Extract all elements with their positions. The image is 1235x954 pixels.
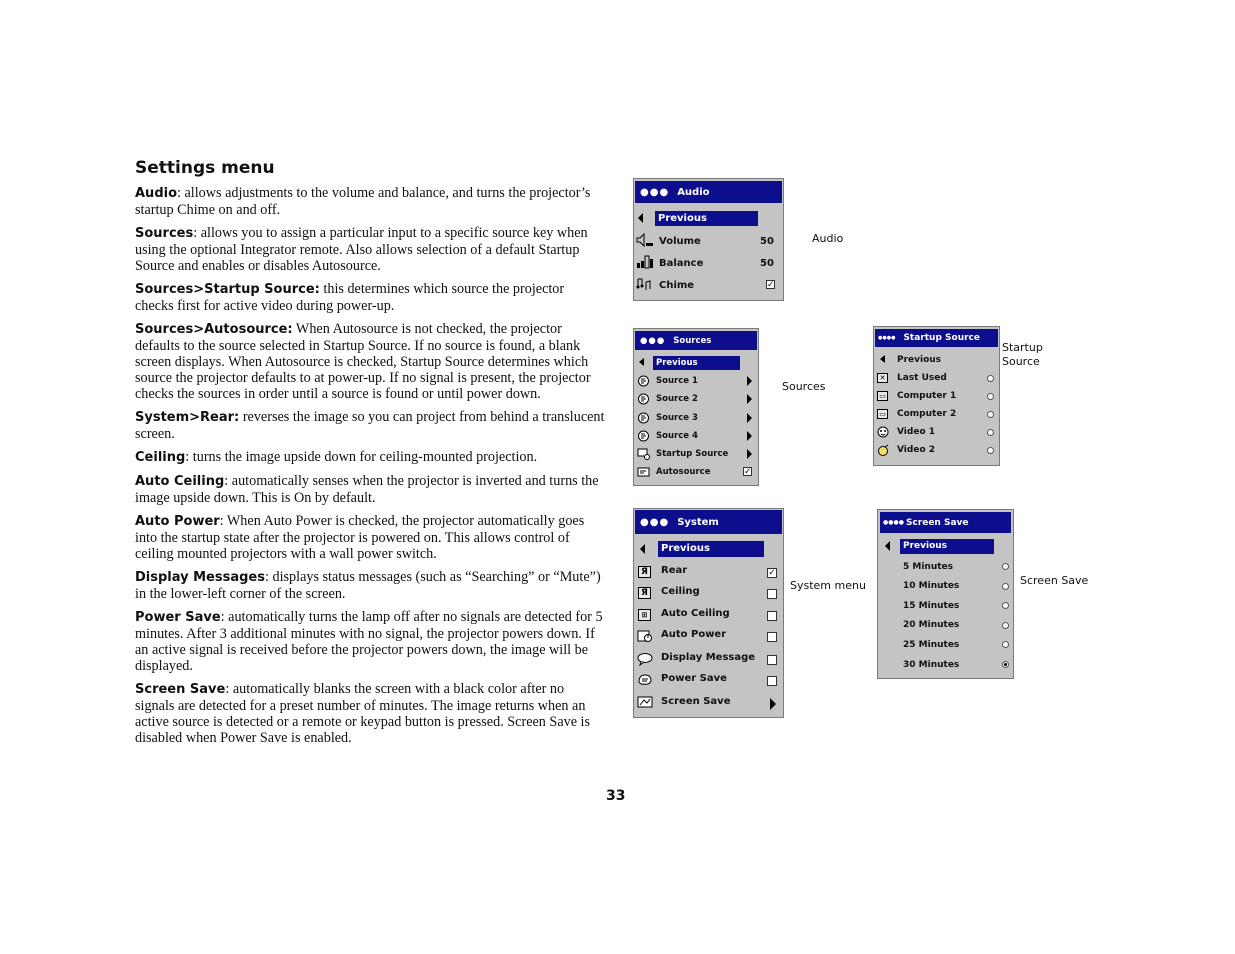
- display-message-row[interactable]: [634, 650, 783, 668]
- computer-icon: ▭: [877, 409, 888, 419]
- video-1-label: Video 1: [897, 427, 936, 437]
- submenu-arrow-icon: [770, 698, 776, 710]
- screensave-option-label: 20 Minutes: [903, 620, 960, 631]
- page-number: 33: [606, 788, 626, 804]
- back-arrow-icon: [880, 355, 885, 363]
- back-arrow-icon: [885, 541, 890, 551]
- menu-dots-icon: ●●●: [640, 516, 670, 528]
- paragraph-audio: Audio: allows adjustments to the volume and balance, and turns the projector’s startup Chime on and off.: [135, 185, 591, 218]
- sources-caption: Sources: [782, 380, 826, 393]
- chime-row[interactable]: [634, 276, 783, 294]
- sources-menu: [633, 328, 759, 486]
- last-used-row[interactable]: [874, 371, 999, 385]
- previous-label: Previous: [897, 355, 942, 365]
- video-icon: [877, 426, 889, 438]
- startup-source-menu: [873, 326, 1000, 466]
- audio-menu-title-bar: ●●● Audio: [635, 181, 782, 203]
- auto-ceiling-icon: ⊞: [638, 609, 651, 621]
- audio-menu: [633, 178, 784, 301]
- source-1-label: Source 1: [656, 376, 698, 386]
- computer-2-row[interactable]: [874, 407, 999, 421]
- screensave-option-label: 25 Minutes: [903, 639, 960, 650]
- chime-checkbox[interactable]: ✓: [767, 280, 775, 290]
- screensave-option-label: 15 Minutes: [903, 600, 960, 611]
- startup-menu-title-bar: ●●●● Startup Source: [875, 329, 998, 347]
- auto-ceiling-label: Auto Ceiling: [661, 608, 730, 619]
- video-2-label: Video 2: [897, 445, 936, 455]
- video-1-radio[interactable]: [987, 429, 994, 436]
- menu-dots-icon: ●●●●: [883, 519, 904, 526]
- source-2-row[interactable]: [634, 392, 758, 406]
- paragraph-display-messages: Display Messages: displays status messages (such as “Searching” or “Mute”) in the lower-left corner of the screen.: [135, 569, 601, 602]
- audio-caption: Audio: [812, 232, 844, 245]
- autosource-label: Autosource: [656, 467, 711, 477]
- auto-power-icon: [637, 629, 653, 643]
- screensave-option-radio[interactable]: [1002, 583, 1009, 590]
- computer-1-label: Computer 1: [897, 391, 957, 401]
- rear-label: Rear: [661, 565, 688, 576]
- startup-previous-row[interactable]: [874, 353, 999, 367]
- paragraph-startup-source: Sources>Startup Source: this determines which source the projector checks first for active video during power-up.: [135, 281, 565, 314]
- display-message-label: Display Message: [661, 652, 756, 663]
- balance-row[interactable]: [634, 254, 783, 272]
- computer-2-radio[interactable]: [987, 411, 994, 418]
- auto-ceiling-row[interactable]: [634, 606, 783, 624]
- previous-highlight[interactable]: Previous: [658, 541, 764, 557]
- previous-highlight[interactable]: Previous: [653, 356, 740, 370]
- auto-power-row[interactable]: [634, 627, 783, 645]
- paragraph-sources: Sources: allows you to assign a particular input to a specific source key when using the optional Integrator remote. Also allows selection of a default Startup Source and enables or disables Autosource.: [135, 225, 588, 274]
- back-arrow-icon: [638, 213, 643, 223]
- screensave-option-row[interactable]: [878, 618, 1013, 633]
- audio-previous-row[interactable]: [634, 210, 783, 226]
- previous-highlight[interactable]: Previous: [900, 539, 994, 554]
- ceiling-label: Ceiling: [661, 586, 700, 597]
- autosource-icon: [637, 466, 650, 478]
- source-4-row[interactable]: [634, 429, 758, 443]
- screensave-option-radio[interactable]: [1002, 602, 1009, 609]
- screensave-option-row[interactable]: [878, 598, 1013, 613]
- ceiling-row[interactable]: [634, 584, 783, 602]
- autosource-checkbox[interactable]: ✓: [744, 467, 752, 477]
- paragraph-screen-save: Screen Save: automatically blanks the screen with a black color after no signals are detected for a preset number of minutes. The image returns when an active source is detected or a remote or keypad button is pressed. Screen Save is disabled when Power Save is enabled.: [135, 681, 591, 746]
- submenu-arrow-icon: [747, 376, 752, 386]
- balance-value: 50: [760, 257, 774, 269]
- system-menu-title-bar: ●●● System: [635, 510, 782, 534]
- chime-label: Chime: [659, 279, 695, 291]
- submenu-arrow-icon: [747, 413, 752, 423]
- system-menu: [633, 508, 784, 718]
- power-save-label: Power Save: [661, 673, 727, 684]
- screensave-option-row[interactable]: [878, 579, 1013, 594]
- last-used-radio[interactable]: [987, 375, 994, 382]
- source-icon: [637, 412, 650, 424]
- source-4-label: Source 4: [656, 431, 698, 441]
- screensave-option-row[interactable]: [878, 657, 1013, 672]
- message-icon: [637, 652, 653, 666]
- ceiling-checkbox[interactable]: [767, 589, 777, 599]
- screen-save-label: Screen Save: [661, 696, 731, 707]
- source-icon: [637, 375, 650, 387]
- back-arrow-icon: [640, 544, 645, 554]
- screensave-menu-title-bar: ●●●● Screen Save: [880, 512, 1011, 533]
- screensave-option-label: 10 Minutes: [903, 581, 960, 592]
- auto-power-label: Auto Power: [661, 629, 727, 640]
- volume-row[interactable]: [634, 232, 783, 250]
- video-icon: [877, 444, 889, 456]
- menu-dots-icon: ●●●●: [878, 335, 896, 341]
- power-save-row[interactable]: [634, 671, 783, 689]
- startup-source-label: Startup Source: [656, 449, 729, 459]
- auto-power-checkbox[interactable]: [767, 632, 777, 642]
- balance-icon: [636, 255, 654, 269]
- display-message-checkbox[interactable]: [767, 655, 777, 665]
- screen-save-icon: [637, 696, 653, 710]
- computer-1-radio[interactable]: [987, 393, 994, 400]
- submenu-arrow-icon: [747, 394, 752, 404]
- system-menu-caption: System menu: [790, 579, 866, 592]
- screensave-option-radio[interactable]: [1002, 641, 1009, 648]
- computer-1-row[interactable]: [874, 389, 999, 403]
- startup-source-caption: Startup Source: [1002, 341, 1043, 368]
- submenu-arrow-icon: [747, 449, 752, 459]
- screensave-option-row[interactable]: [878, 637, 1013, 652]
- system-previous-row[interactable]: [634, 541, 783, 557]
- paragraph-auto-ceiling: Auto Ceiling: automatically senses when the projector is inverted and turns the image upside down. This is On by default.: [135, 473, 599, 506]
- previous-highlight[interactable]: Previous: [655, 211, 758, 226]
- screen-save-menu: [877, 509, 1014, 679]
- power-save-checkbox[interactable]: [767, 676, 777, 686]
- balance-label: Balance: [659, 257, 704, 269]
- screen-save-row[interactable]: [634, 694, 783, 712]
- screensave-option-label: 30 Minutes: [903, 659, 960, 670]
- last-used-label: Last Used: [897, 373, 947, 383]
- source-3-label: Source 3: [656, 413, 698, 423]
- sources-previous-row[interactable]: [634, 356, 758, 370]
- computer-icon: ▭: [877, 391, 888, 401]
- video-2-radio[interactable]: [987, 447, 994, 454]
- source-1-row[interactable]: [634, 374, 758, 388]
- autosource-row[interactable]: [634, 465, 758, 479]
- screensave-option-row[interactable]: [878, 559, 1013, 574]
- auto-ceiling-checkbox[interactable]: [767, 611, 777, 621]
- startup-source-row[interactable]: [634, 447, 758, 461]
- paragraph-power-save: Power Save: automatically turns the lamp off after no signals are detected for 5 minutes. After 3 additional minutes with no signal, the projector powers down. If an active signal is received before the projector powers down, the image will be displayed.: [135, 609, 603, 674]
- menu-dots-icon: ●●●: [640, 186, 670, 198]
- rear-checkbox[interactable]: ✓: [768, 568, 776, 578]
- source-icon: [637, 430, 650, 442]
- screensave-option-radio[interactable]: [1002, 563, 1009, 570]
- menu-dots-icon: ●●●: [640, 335, 666, 346]
- computer-2-label: Computer 2: [897, 409, 957, 419]
- ceiling-icon: Я: [638, 587, 651, 599]
- video-2-row[interactable]: [874, 443, 999, 457]
- volume-label: Volume: [659, 235, 701, 247]
- source-icon: [637, 393, 650, 405]
- speaker-icon: [636, 233, 654, 247]
- chime-icon: [636, 277, 654, 291]
- back-arrow-icon: [639, 358, 644, 366]
- source-3-row[interactable]: [634, 411, 758, 425]
- startup-source-icon: [637, 448, 650, 460]
- description-column: [135, 185, 605, 753]
- screen-save-caption: Screen Save: [1020, 574, 1089, 587]
- sources-menu-title-bar: ●●● Sources: [635, 331, 757, 350]
- video-1-row[interactable]: [874, 425, 999, 439]
- screensave-previous-row[interactable]: [878, 539, 1013, 554]
- power-save-icon: [637, 673, 653, 687]
- screensave-option-radio[interactable]: [1002, 661, 1009, 668]
- screensave-option-label: 5 Minutes: [903, 561, 954, 572]
- paragraph-autosource: Sources>Autosource: When Autosource is not checked, the projector defaults to the source selected in Startup Source. If no source is found, a blank screen displays. When Autosource is checked, Startup Source determines which source the projector defaults to at power-up. If no signal is present, the projector checks the sources in order until a source is found or until power down.: [135, 321, 591, 402]
- last-used-icon: ✕: [877, 373, 888, 383]
- paragraph-auto-power: Auto Power: When Auto Power is checked, the projector automatically goes into the startup state after the projector is powered on. This allows control of ceiling mounted projectors with a wall power switch.: [135, 513, 585, 562]
- paragraph-ceiling: Ceiling: turns the image upside down for ceiling-mounted projection.: [135, 449, 538, 465]
- paragraph-rear: System>Rear: reverses the image so you can project from behind a translucent screen.: [135, 409, 605, 442]
- screensave-option-radio[interactable]: [1002, 622, 1009, 629]
- section-heading: Settings menu: [135, 158, 275, 178]
- rear-icon: Я: [638, 566, 651, 578]
- volume-value: 50: [760, 235, 774, 247]
- submenu-arrow-icon: [747, 431, 752, 441]
- source-2-label: Source 2: [656, 394, 698, 404]
- rear-row[interactable]: [634, 563, 783, 581]
